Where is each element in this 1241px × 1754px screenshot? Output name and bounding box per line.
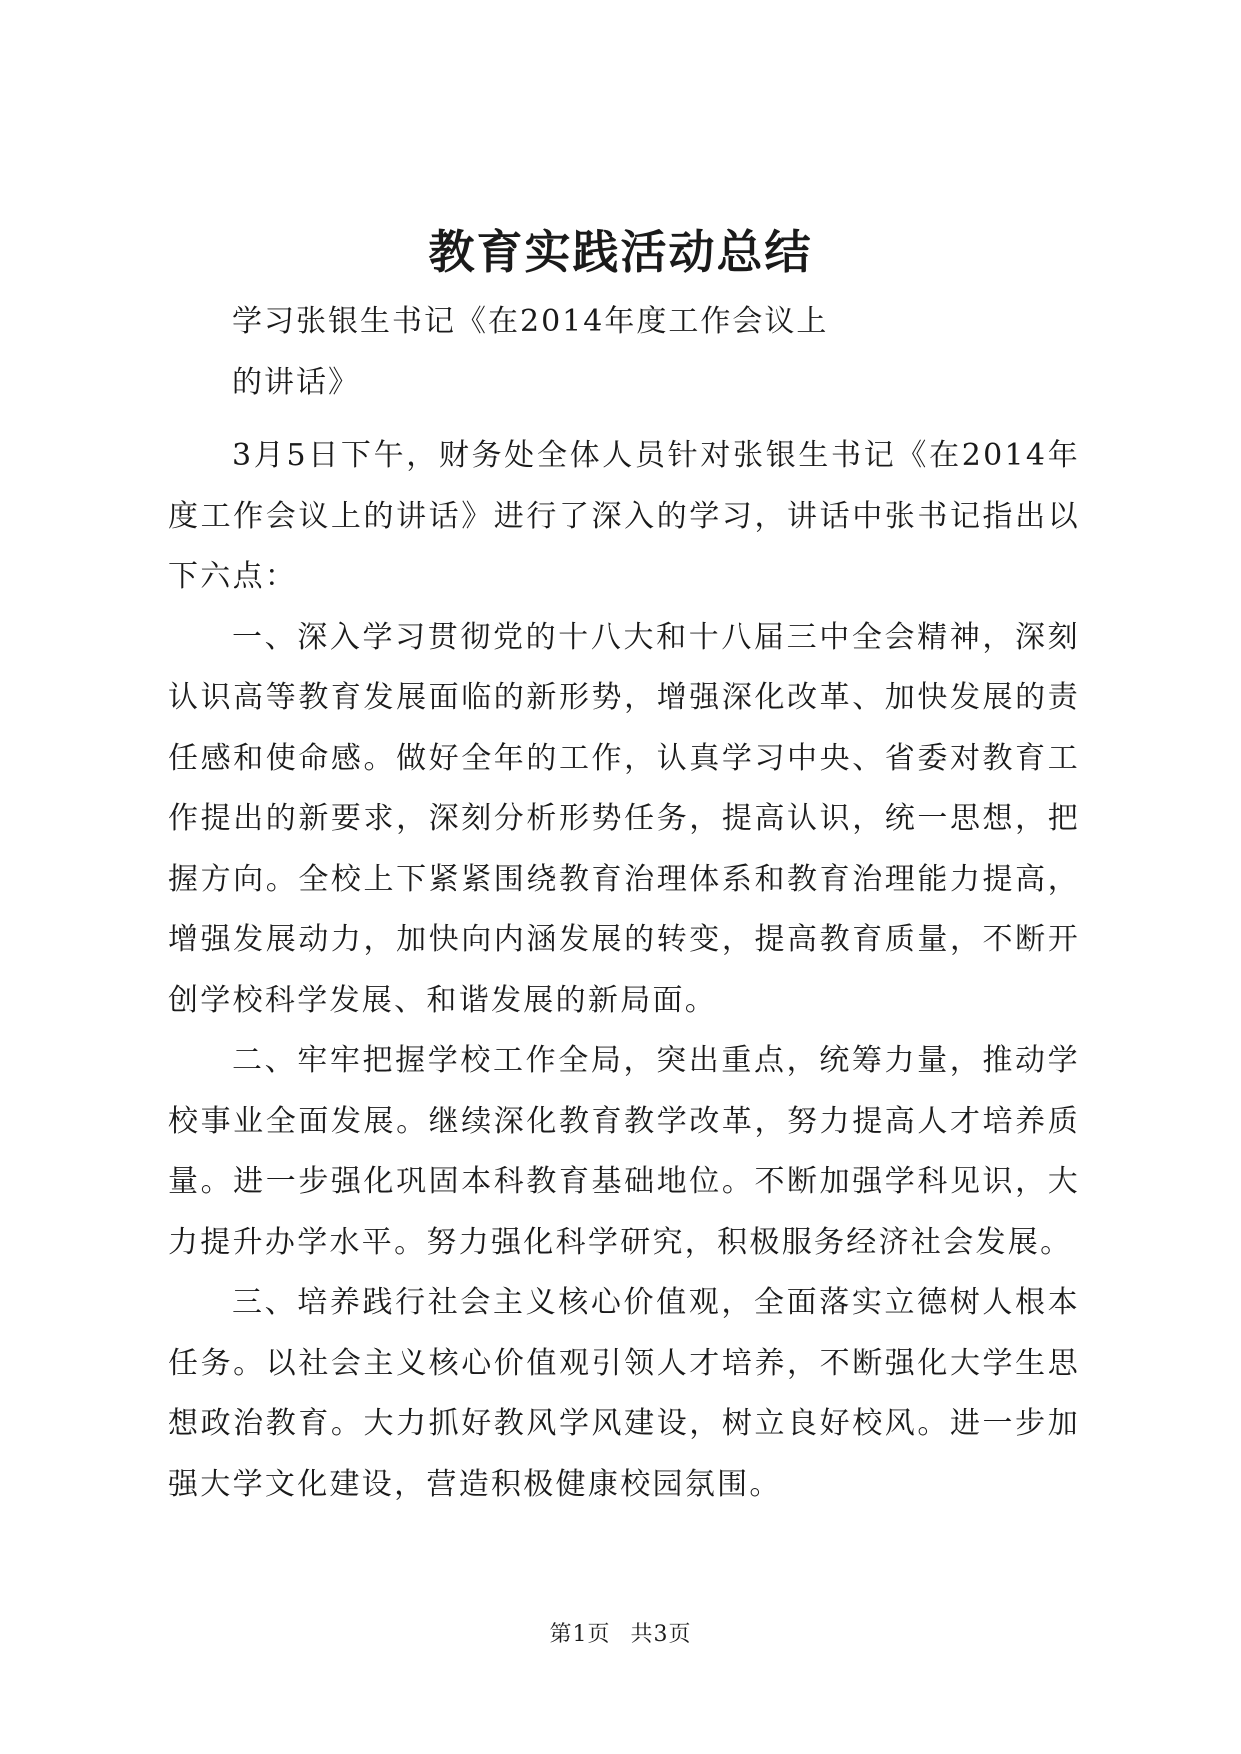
document-body xyxy=(168,426,1080,1515)
document-title: 教育实践活动总结 xyxy=(428,225,813,279)
page-number: 第1页 xyxy=(549,1622,611,1647)
page-total: 共3页 xyxy=(630,1622,692,1647)
paragraph-point-2: 二、牢牢把握学校工作全局，突出重点，统筹力量，推动学校事业全面发展。继续深化教育教学改革，努力提高人才培养质量。进一步强化巩固本科教育基础地位。不断加强学科见识，大力提升办学水平。努力强化科学研究，积极服务经济社会发展。 xyxy=(168,1043,1080,1260)
subtitle-line-1: 学习张银生书记《在2014年度工作会议上 xyxy=(232,304,829,339)
paragraph-point-3: 三、培养践行社会主义核心价值观，全面落实立德树人根本任务。以社会主义核心价值观引领人才培养，不断强化大学生思想政治教育。大力抓好教风学风建设，树立良好校风。进一步加强大学文化建设，营造积极健康校园氛围。 xyxy=(168,1285,1080,1502)
paragraph-point-1: 一、深入学习贯彻党的十八大和十八届三中全会精神，深刻认识高等教育发展面临的新形势，增强深化改革、加快发展的责任感和使命感。做好全年的工作，认真学习中央、省委对教育工作提出的新要求，深刻分析形势任务，提高认识，统一思想，把握方向。全校上下紧紧围绕教育治理体系和教育治理能力提高，增强发展动力，加快向内涵发展的转变，提高教育质量，不断开创学校科学发展、和谐发展的新局面。 xyxy=(168,619,1080,1018)
paragraph-intro: 3月5日下午，财务处全体人员针对张银生书记《在2014年度工作会议上的讲话》进行了深入的学习，讲话中张书记指出以下六点： xyxy=(168,438,1080,594)
page-footer xyxy=(0,1620,1241,1650)
subtitle-line-2: 的讲话》 xyxy=(232,365,360,400)
